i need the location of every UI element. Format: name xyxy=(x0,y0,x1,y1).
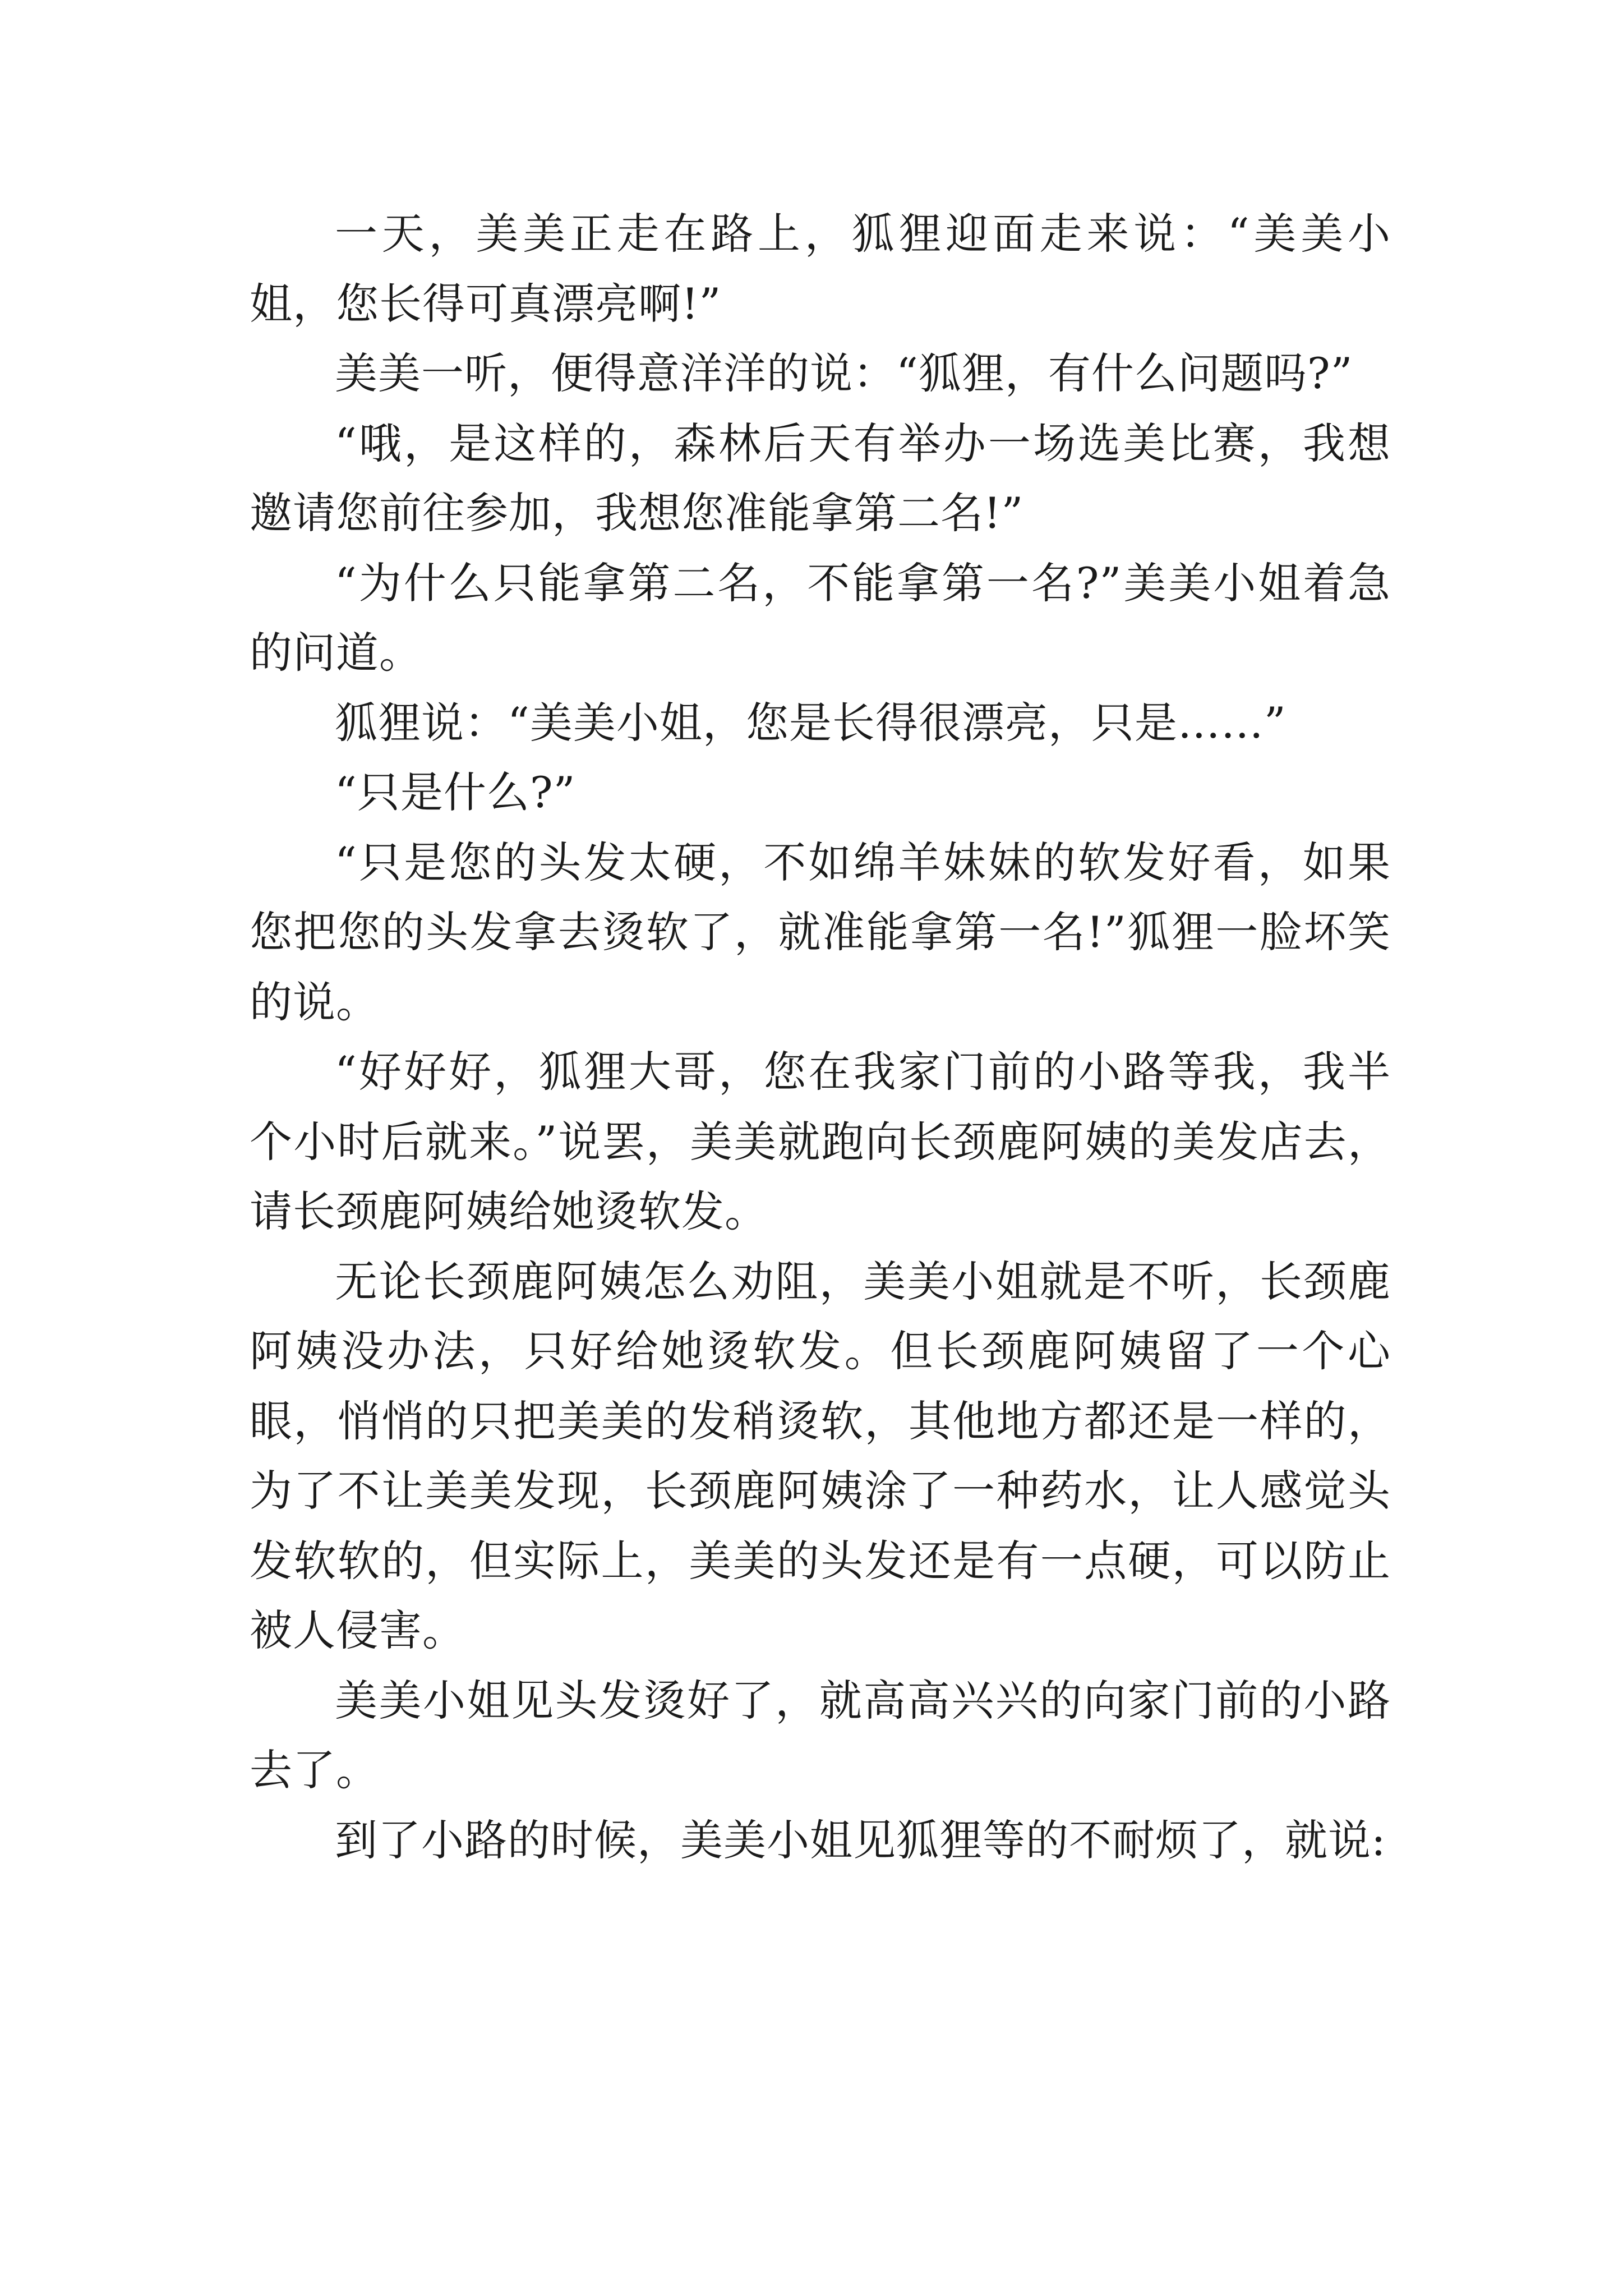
paragraph-4: “为什么只能拿第二名，不能拿第一名?”美美小姐着急的问道。 xyxy=(250,558,1391,678)
paragraph-2: 美美一听，便得意洋洋的说：“狐狸，有什么问题吗?” xyxy=(335,348,1353,398)
paragraph-10: 美美小姐见头发烫好了，就高高兴兴的向家门前的小路去了。 xyxy=(250,1675,1391,1795)
paragraph-9: 无论长颈鹿阿姨怎么劝阻，美美小姐就是不听，长颈鹿阿姨没办法，只好给她烫软发。但长颈鹿阿姨留了一个心眼，悄悄的只把美美的发稍烫软，其他地方都还是一样的，为了不让美美发现，长颈鹿阿姨涂了一种药水，让人感觉头发软软的，但实际上，美美的头发还是有一点硬，可以防止被人侵害。 xyxy=(250,1256,1391,1655)
paragraph-8: “好好好，狐狸大哥，您在我家门前的小路等我，我半个小时后就来。”说罢，美美就跑向长颈鹿阿姨的美发店去，请长颈鹿阿姨给她烫软发。 xyxy=(250,1047,1391,1236)
paragraph-1: 一天，美美正走在路上，狐狸迎面走来说：“美美小姐，您长得可真漂亮啊!” xyxy=(250,209,1391,329)
paragraph-6: “只是什么?” xyxy=(335,767,576,817)
story-body xyxy=(250,199,1391,1875)
paragraph-7: “只是您的头发太硬，不如绵羊妹妹的软发好看，如果您把您的头发拿去烫软了，就准能拿第一名!”狐狸一脸坏笑的说。 xyxy=(250,837,1391,1027)
paragraph-3: “哦，是这样的，森林后天有举办一场选美比赛，我想邀请您前往参加，我想您准能拿第二名!” xyxy=(250,418,1391,538)
paragraph-5: 狐狸说：“美美小姐，您是长得很漂亮，只是……” xyxy=(335,697,1287,748)
paragraph-11: 到了小路的时候，美美小姐见狐狸等的不耐烦了，就说: xyxy=(335,1815,1386,1865)
